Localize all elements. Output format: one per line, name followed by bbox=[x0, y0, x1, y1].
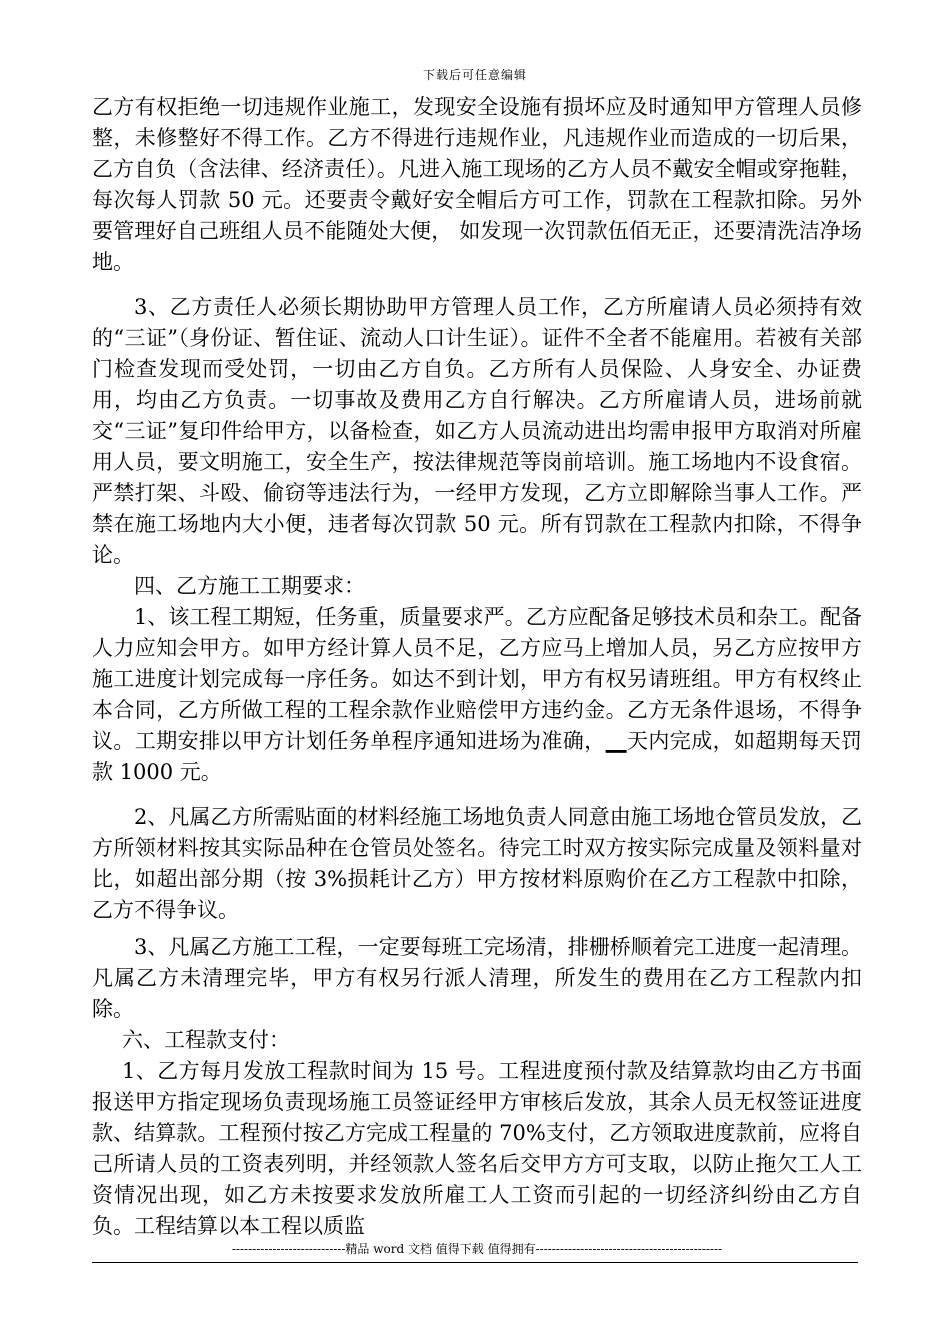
paragraph-item-2-materials: 2、凡属乙方所需贴面的材料经施工场地负责人同意由施工场地仓管员发放，乙方所领材料按其实际品种在仓管员处签名。待完工时双方按实际完成量及领料量对比，如超出部分期（按 3%损耗计乙方）甲方按材料原购价在乙方工程款中扣除，乙方不得争议。 bbox=[92, 805, 862, 922]
document-body bbox=[92, 92, 862, 1242]
paragraph-safety: 乙方有权拒绝一切违规作业施工，发现安全设施有损坏应及时通知甲方管理人员修整，未修整好不得工作。乙方不得进行违规作业，凡违规作业而造成的一切后果，乙方自负（含法律、经济责任）。凡进入施工现场的乙方人员不戴安全帽或穿拖鞋，每次每人罚款 50 元。还要责令戴好安全帽后方可工作，罚款在工程款扣除。另外要管理好自己班组人员不能随处大便， 如发现一次罚款伍佰无正，还要清洗洁净场地。 bbox=[92, 95, 862, 274]
section-heading-schedule: 四、乙方施工工期要求： bbox=[134, 574, 365, 598]
page-header: 下载后可任意编辑 bbox=[422, 68, 527, 82]
footer-divider bbox=[92, 1262, 858, 1263]
paragraph-item-1-payment: 1、乙方每月发放工程款时间为 15 号。工程进度预付款及结算款均由乙方书面报送甲方指定现场负责现场施工员签证经甲方审核后发放，其余人员无权签证进度款、结算款。工程预付按乙方完成工程量的 70%支付，乙方领取进度款前，应将自己所请人员的工资表列明，并经领款人签名后交甲方方可支取，以防止拖欠工人工资情况出现，如乙方未按要求发放所雇工人工资而引起的一切经济纠纷由乙方自负。工程结算以本工程以质监 bbox=[92, 1059, 862, 1238]
section-heading-payment: 六、工程款支付： bbox=[122, 1028, 290, 1052]
paragraph-item-3-personnel: 3、乙方责任人必须长期协助甲方管理人员工作，乙方所雇请人员必须持有效的“三证”（身份证、暂住证、流动人口计生证）。证件不全者不能雇用。若被有关部门检查发现而受处罚，一切由乙方自负。乙方所有人员保险、人身安全、办证费用，均由乙方负责。一切事故及费用乙方自行解决。乙方所雇请人员，进场前就交“三证”复印件给甲方，以备检查，如乙方人员流动进出均需申报甲方取消对所雇用人员，要文明施工，安全生产，按法律规范等岗前培训。施工场地内不设食宿。严禁打架、斗殴、偷窃等违法行为，一经甲方发现，乙方立即解除当事人工作。严禁在施工场地内大小便，违者每次罚款 50 元。所有罚款在工程款内扣除，不得争论。 bbox=[92, 295, 862, 567]
schedule-days-blank: __ bbox=[605, 729, 627, 753]
schedule-text: 1、该工程工期短，任务重，质量要求严。乙方应配备足够技术员和杂工。配备人力应知会甲方。如甲方经计算人员不足，乙方应马上增加人员，另乙方应按甲方施工进度计划完成每一序任务。如达不到计划，甲方有权另请班组。甲方有权终止本合同，乙方所做工程的工程余款作业赔偿甲方违约金。乙方无条件退场，不得争议。工期安排以甲方计划任务单程序通知进场为准确， bbox=[92, 605, 862, 753]
paragraph-item-1-schedule bbox=[92, 602, 862, 788]
paragraph-item-3-cleanup: 3、凡属乙方施工工程，一定要每班工完场清，排栅桥顺着完工进度一起清理。凡属乙方未清理完毕，甲方有权另行派人清理，所发生的费用在乙方工程款内扣除。 bbox=[92, 935, 862, 1021]
schedule-tail: 天内完成，如超期每天罚款 1000 元。 bbox=[92, 729, 863, 784]
page-footer: ----------------------------精品 word 文档 值得下载 值得拥有---------------------------------------------- bbox=[231, 1242, 723, 1256]
